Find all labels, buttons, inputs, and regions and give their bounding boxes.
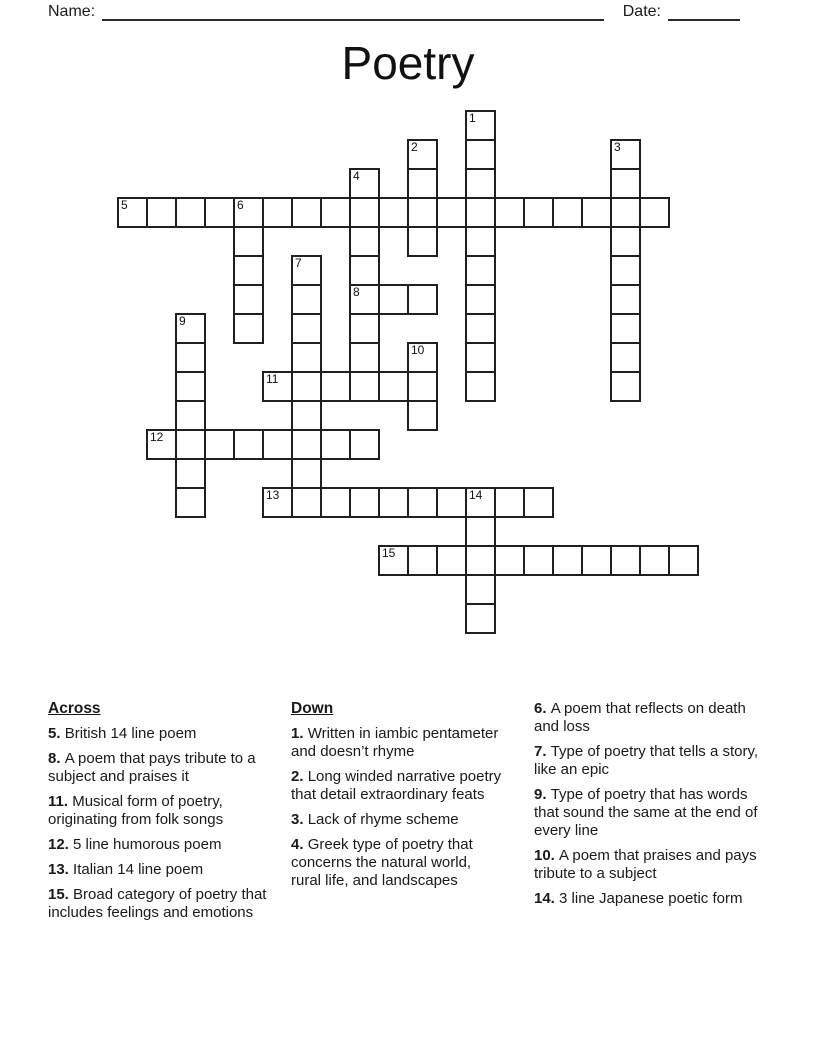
grid-cell-r15-c11 bbox=[436, 545, 467, 576]
grid-cell-r15-c15 bbox=[552, 545, 583, 576]
clue-9 bbox=[534, 786, 772, 840]
grid-cell-r11-c3 bbox=[204, 429, 235, 460]
cell-number-12: 12 bbox=[150, 430, 164, 444]
grid-cell-r3-c15 bbox=[552, 197, 583, 228]
clue-3 bbox=[291, 811, 504, 829]
grid-cell-r17-c12 bbox=[465, 603, 496, 634]
page-title: Poetry bbox=[341, 37, 475, 89]
grid-cell-r9-c10 bbox=[407, 371, 438, 402]
clue-6 bbox=[534, 700, 772, 736]
clue-number-2: 2. bbox=[291, 768, 308, 785]
grid-cell-r1-c10 bbox=[407, 139, 438, 170]
clue-number-9: 9. bbox=[534, 786, 551, 803]
grid-cell-r13-c10 bbox=[407, 487, 438, 518]
grid-cell-r8-c17 bbox=[610, 342, 641, 373]
grid-cell-r4-c10 bbox=[407, 226, 438, 257]
clue-number-15: 15. bbox=[48, 886, 74, 903]
grid-cell-r13-c12 bbox=[465, 487, 496, 518]
grid-cell-r15-c19 bbox=[668, 545, 699, 576]
grid-cell-r11-c5 bbox=[262, 429, 293, 460]
clue-text-5: British 14 line poem bbox=[64, 725, 197, 742]
clue-number-12: 12. bbox=[48, 836, 74, 853]
grid-cell-r9-c9 bbox=[378, 371, 409, 402]
clue-number-13: 13. bbox=[48, 861, 74, 878]
grid-cell-r6-c6 bbox=[291, 284, 322, 315]
grid-cell-r9-c8 bbox=[349, 371, 380, 402]
clue-4 bbox=[291, 836, 504, 890]
grid-cell-r13-c6 bbox=[291, 487, 322, 518]
grid-cell-r6-c8 bbox=[349, 284, 380, 315]
grid-cell-r3-c3 bbox=[204, 197, 235, 228]
grid-cell-r9-c5 bbox=[262, 371, 293, 402]
date-label: Date: bbox=[622, 3, 661, 20]
clue-10 bbox=[534, 847, 772, 883]
grid-cell-r1-c17 bbox=[610, 139, 641, 170]
grid-cell-r5-c6 bbox=[291, 255, 322, 286]
header-row bbox=[48, 2, 740, 21]
grid-cell-r10-c6 bbox=[291, 400, 322, 431]
grid-cell-r14-c12 bbox=[465, 516, 496, 547]
clue-text-3: Lack of rhyme scheme bbox=[307, 811, 459, 828]
grid-cell-r11-c7 bbox=[320, 429, 351, 460]
grid-cell-r7-c6 bbox=[291, 313, 322, 344]
down-header: Down bbox=[291, 700, 334, 717]
grid-cell-r5-c4 bbox=[233, 255, 264, 286]
clue-number-10: 10. bbox=[534, 847, 560, 864]
grid-cell-r4-c17 bbox=[610, 226, 641, 257]
clue-text-9: Type of poetry that has words that sound the same at the end of every line bbox=[534, 786, 758, 839]
grid-cell-r15-c16 bbox=[581, 545, 612, 576]
clue-number-8: 8. bbox=[48, 750, 65, 767]
clue-number-3: 3. bbox=[291, 811, 308, 828]
grid-cell-r12-c2 bbox=[175, 458, 206, 489]
down-clues-column-1 bbox=[291, 700, 504, 897]
cell-number-4: 4 bbox=[353, 169, 360, 183]
grid-cell-r13-c14 bbox=[523, 487, 554, 518]
clue-number-5: 5. bbox=[48, 725, 65, 742]
grid-cell-r3-c18 bbox=[639, 197, 670, 228]
cell-number-5: 5 bbox=[121, 198, 128, 212]
clue-text-1: Written in iambic pentameter and doesn’t rhyme bbox=[291, 725, 499, 760]
clue-text-8: A poem that pays tribute to a subject and praises it bbox=[48, 750, 256, 785]
grid-cell-r1-c12 bbox=[465, 139, 496, 170]
grid-cell-r3-c1 bbox=[146, 197, 177, 228]
cell-number-11: 11 bbox=[266, 372, 279, 386]
cell-number-7: 7 bbox=[295, 256, 302, 270]
grid-cell-r15-c17 bbox=[610, 545, 641, 576]
grid-cell-r3-c9 bbox=[378, 197, 409, 228]
grid-cell-r3-c17 bbox=[610, 197, 641, 228]
grid-cell-r4-c12 bbox=[465, 226, 496, 257]
down-clue-list-1 bbox=[291, 725, 504, 890]
grid-cell-r15-c14 bbox=[523, 545, 554, 576]
clue-number-6: 6. bbox=[534, 700, 551, 717]
clue-11 bbox=[48, 793, 280, 829]
grid-cell-r9-c2 bbox=[175, 371, 206, 402]
crossword-grid bbox=[117, 110, 699, 634]
grid-cell-r11-c2 bbox=[175, 429, 206, 460]
grid-cell-r3-c0 bbox=[117, 197, 148, 228]
grid-cell-r15-c9 bbox=[378, 545, 409, 576]
cell-number-10: 10 bbox=[411, 343, 425, 357]
clue-text-11: Musical form of poetry, originating from folk songs bbox=[48, 793, 224, 828]
clue-text-15: Broad category of poetry that includes feelings and emotions bbox=[48, 886, 267, 921]
grid-cell-r2-c8 bbox=[349, 168, 380, 199]
grid-cell-r3-c10 bbox=[407, 197, 438, 228]
clue-14 bbox=[534, 890, 772, 908]
grid-cell-r5-c8 bbox=[349, 255, 380, 286]
grid-cell-r15-c18 bbox=[639, 545, 670, 576]
clue-15 bbox=[48, 886, 280, 922]
cell-number-1: 1 bbox=[469, 111, 476, 125]
clue-number-1: 1. bbox=[291, 725, 308, 742]
grid-cell-r11-c4 bbox=[233, 429, 264, 460]
clue-text-10: A poem that praises and pays tribute to a subject bbox=[534, 847, 757, 882]
grid-cell-r9-c6 bbox=[291, 371, 322, 402]
grid-cell-r6-c10 bbox=[407, 284, 438, 315]
grid-cell-r8-c12 bbox=[465, 342, 496, 373]
grid-cell-r6-c4 bbox=[233, 284, 264, 315]
clue-2 bbox=[291, 768, 504, 804]
clue-5 bbox=[48, 725, 280, 743]
grid-cell-r13-c11 bbox=[436, 487, 467, 518]
grid-cell-r4-c8 bbox=[349, 226, 380, 257]
grid-cell-r9-c7 bbox=[320, 371, 351, 402]
grid-cell-r5-c17 bbox=[610, 255, 641, 286]
grid-cell-r4-c4 bbox=[233, 226, 264, 257]
grid-cell-r11-c1 bbox=[146, 429, 177, 460]
across-clue-list bbox=[48, 725, 280, 922]
grid-cell-r10-c10 bbox=[407, 400, 438, 431]
grid-cell-r8-c6 bbox=[291, 342, 322, 373]
grid-cell-r13-c2 bbox=[175, 487, 206, 518]
clue-text-14: 3 line Japanese poetic form bbox=[559, 890, 743, 907]
grid-cell-r3-c14 bbox=[523, 197, 554, 228]
grid-cell-r2-c17 bbox=[610, 168, 641, 199]
grid-cell-r6-c12 bbox=[465, 284, 496, 315]
grid-cell-r12-c6 bbox=[291, 458, 322, 489]
grid-cell-r13-c8 bbox=[349, 487, 380, 518]
name-label: Name: bbox=[48, 3, 96, 20]
clue-text-6: A poem that reflects on death and loss bbox=[534, 700, 746, 735]
grid-cell-r3-c2 bbox=[175, 197, 206, 228]
grid-cell-r7-c17 bbox=[610, 313, 641, 344]
clue-1 bbox=[291, 725, 504, 761]
clue-text-12: 5 line humorous poem bbox=[73, 836, 222, 853]
cell-number-13: 13 bbox=[266, 488, 280, 502]
grid-cell-r3-c8 bbox=[349, 197, 380, 228]
cell-number-9: 9 bbox=[179, 314, 186, 328]
clue-text-7: Type of poetry that tells a story, like an epic bbox=[534, 743, 759, 778]
grid-cell-r15-c10 bbox=[407, 545, 438, 576]
down-clue-list-2 bbox=[534, 700, 772, 908]
grid-cell-r3-c16 bbox=[581, 197, 612, 228]
grid-cell-r7-c8 bbox=[349, 313, 380, 344]
clue-number-4: 4. bbox=[291, 836, 308, 853]
grid-cell-r6-c17 bbox=[610, 284, 641, 315]
clue-number-7: 7. bbox=[534, 743, 551, 760]
name-blank-line bbox=[102, 2, 604, 21]
clue-8 bbox=[48, 750, 280, 786]
grid-cell-r13-c7 bbox=[320, 487, 351, 518]
grid-cell-r3-c5 bbox=[262, 197, 293, 228]
clue-12 bbox=[48, 836, 280, 854]
date-blank-line bbox=[668, 2, 740, 21]
grid-cell-r11-c8 bbox=[349, 429, 380, 460]
clue-text-4: Greek type of poetry that concerns the natural world, rural life, and landscapes bbox=[291, 836, 473, 889]
grid-cell-r2-c10 bbox=[407, 168, 438, 199]
clue-number-14: 14. bbox=[534, 890, 560, 907]
clue-number-11: 11. bbox=[48, 793, 73, 810]
grid-cell-r3-c7 bbox=[320, 197, 351, 228]
grid-cell-r15-c13 bbox=[494, 545, 525, 576]
clue-7 bbox=[534, 743, 772, 779]
across-clues-column bbox=[48, 700, 280, 929]
grid-cell-r0-c12 bbox=[465, 110, 496, 141]
grid-cell-r3-c6 bbox=[291, 197, 322, 228]
cell-number-3: 3 bbox=[614, 140, 621, 154]
cell-number-15: 15 bbox=[382, 546, 396, 560]
grid-cell-r7-c4 bbox=[233, 313, 264, 344]
grid-cell-r3-c4 bbox=[233, 197, 264, 228]
grid-cell-r6-c9 bbox=[378, 284, 409, 315]
grid-cell-r7-c12 bbox=[465, 313, 496, 344]
grid-cell-r16-c12 bbox=[465, 574, 496, 605]
down-clues-column-2 bbox=[534, 700, 772, 915]
cell-number-2: 2 bbox=[411, 140, 418, 154]
grid-cell-r3-c11 bbox=[436, 197, 467, 228]
grid-cell-r8-c8 bbox=[349, 342, 380, 373]
cell-number-6: 6 bbox=[237, 198, 244, 212]
cell-number-14: 14 bbox=[469, 488, 483, 502]
grid-cell-r15-c12 bbox=[465, 545, 496, 576]
grid-cell-r13-c13 bbox=[494, 487, 525, 518]
clue-text-2: Long winded narrative poetry that detail extraordinary feats bbox=[291, 768, 502, 803]
grid-cell-r2-c12 bbox=[465, 168, 496, 199]
grid-cell-r5-c12 bbox=[465, 255, 496, 286]
grid-cell-r13-c9 bbox=[378, 487, 409, 518]
grid-cell-r10-c2 bbox=[175, 400, 206, 431]
cell-number-8: 8 bbox=[353, 285, 360, 299]
grid-cell-r3-c13 bbox=[494, 197, 525, 228]
grid-cell-r7-c2 bbox=[175, 313, 206, 344]
grid-cell-r13-c5 bbox=[262, 487, 293, 518]
clue-13 bbox=[48, 861, 280, 879]
grid-cell-r3-c12 bbox=[465, 197, 496, 228]
clue-text-13: Italian 14 line poem bbox=[73, 861, 204, 878]
across-header: Across bbox=[48, 700, 101, 717]
grid-cell-r11-c6 bbox=[291, 429, 322, 460]
grid-cell-r8-c10 bbox=[407, 342, 438, 373]
grid-cell-r9-c17 bbox=[610, 371, 641, 402]
grid-cell-r9-c12 bbox=[465, 371, 496, 402]
grid-cell-r8-c2 bbox=[175, 342, 206, 373]
